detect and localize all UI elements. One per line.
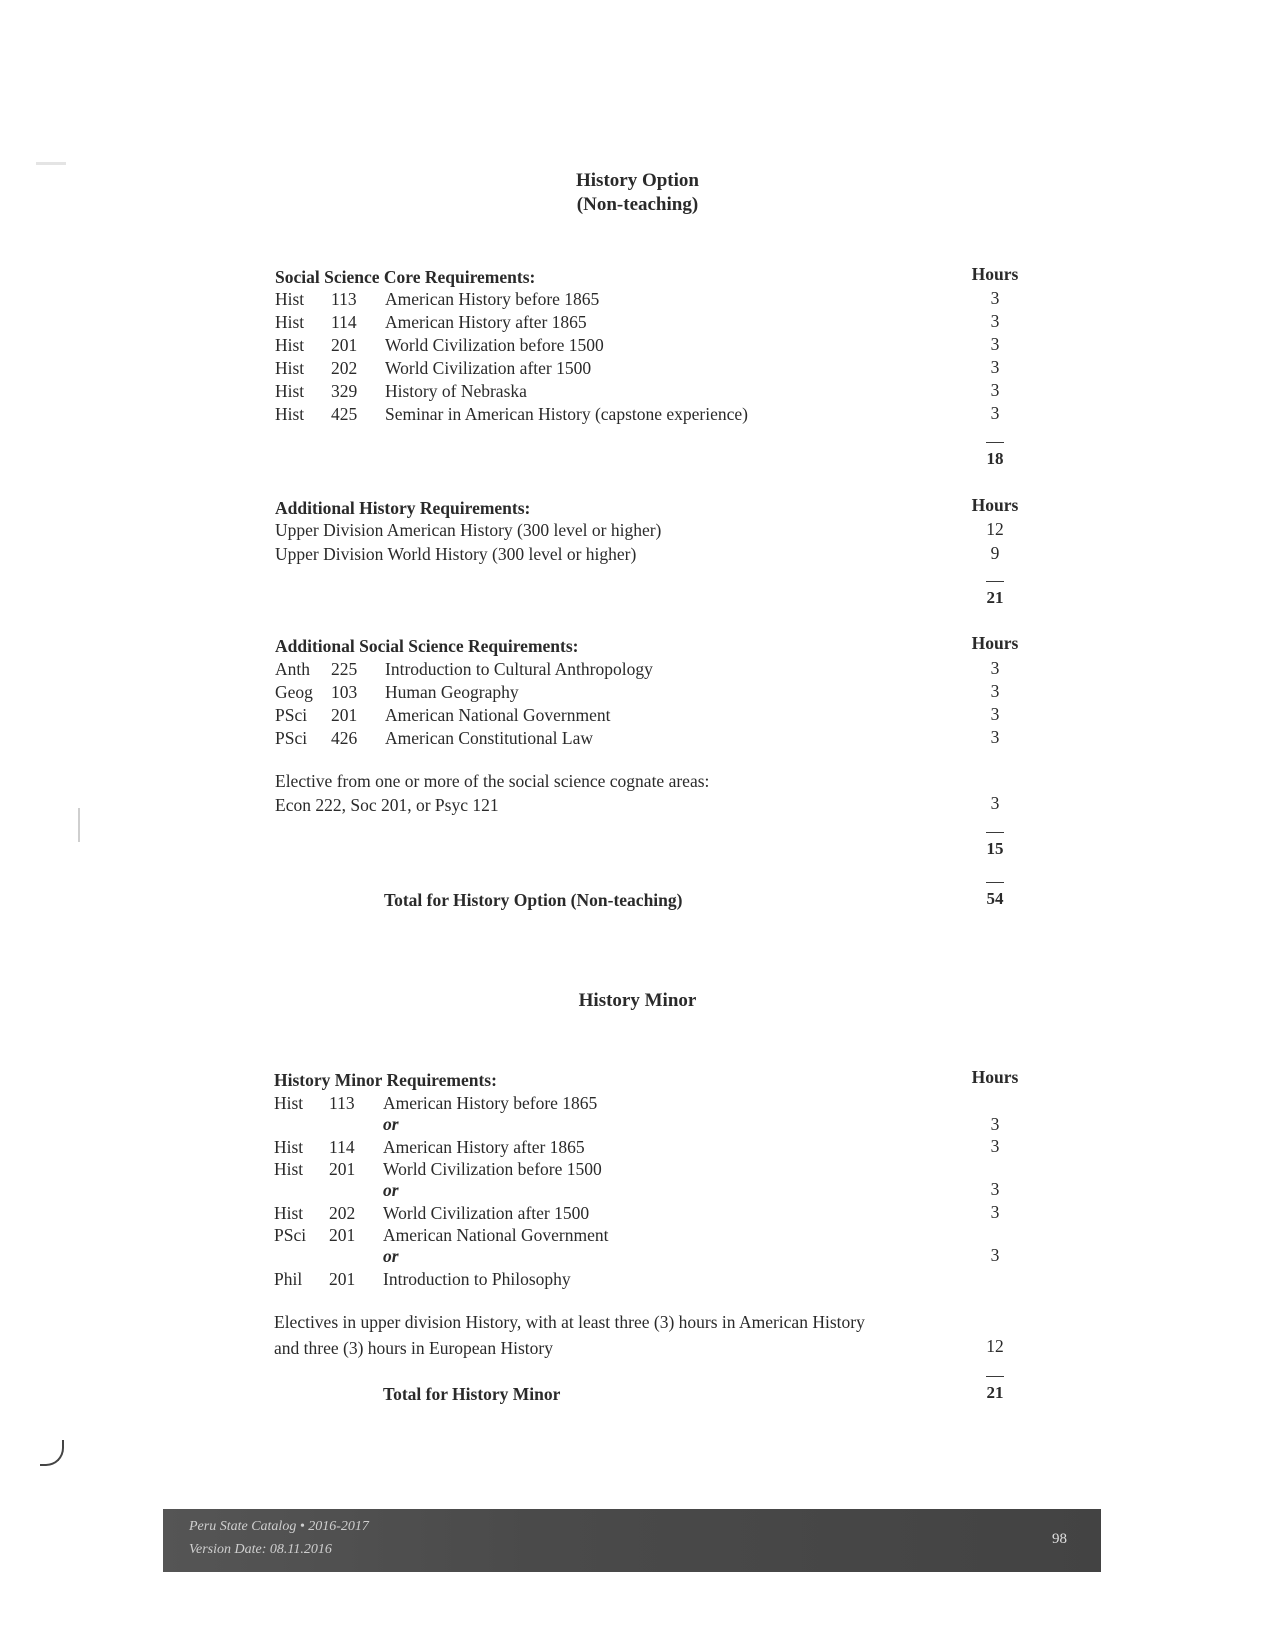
course-hours: 3 (990, 1114, 1000, 1134)
or-connector: or (383, 1246, 399, 1266)
course-hours: 3 (990, 357, 1000, 377)
or-connector: or (383, 1180, 399, 1200)
minor-title: History Minor (578, 990, 697, 1011)
additional-social-heading: Additional Social Science Requirements: (275, 636, 579, 656)
elective-line-2: Econ 222, Soc 201, or Psyc 121 (275, 795, 499, 815)
requirement-text: Upper Division American History (300 level or higher) (275, 520, 662, 540)
course-number: 201 (329, 1159, 356, 1179)
course-dept: Anth (275, 659, 310, 679)
course-dept: Hist (274, 1159, 304, 1179)
additional-social-hours-label: Hours (971, 633, 1019, 653)
course-dept: Hist (275, 312, 305, 332)
course-number: 202 (331, 358, 358, 378)
course-number: 114 (329, 1137, 355, 1157)
course-dept: Hist (275, 381, 305, 401)
course-dept: PSci (275, 705, 308, 725)
course-title: World Civilization before 1500 (385, 335, 604, 355)
course-hours: 3 (990, 704, 1000, 724)
option-title: History Option (576, 170, 699, 191)
footer-version-date: Version Date: 08.11.2016 (189, 1542, 332, 1557)
course-title: American Constitutional Law (385, 728, 594, 748)
or-connector: or (383, 1114, 399, 1134)
requirement-hours: 12 (986, 519, 1004, 539)
page-footer (163, 1509, 1101, 1572)
course-dept: Hist (275, 404, 305, 424)
course-number: 114 (331, 312, 357, 332)
scan-edge-mark (40, 1440, 64, 1466)
course-title: World Civilization before 1500 (383, 1159, 602, 1179)
elective-line-1: Elective from one or more of the social science cognate areas: (275, 771, 710, 791)
scan-edge-mark (36, 162, 66, 165)
course-hours: 3 (990, 334, 1000, 354)
course-title: American History before 1865 (383, 1093, 598, 1113)
course-hours: 3 (990, 681, 1000, 701)
additional-history-hours-label: Hours (971, 495, 1019, 515)
course-number: 201 (331, 335, 358, 355)
requirement-hours: 9 (990, 543, 1000, 563)
course-number: 426 (331, 728, 358, 748)
course-number: 425 (331, 404, 358, 424)
course-title: Introduction to Philosophy (383, 1269, 571, 1289)
course-hours: 3 (990, 311, 1000, 331)
course-hours: 3 (990, 1202, 1000, 1222)
option-grand-total-label: Total for History Option (Non-teaching) (384, 890, 683, 910)
minor-hours-label: Hours (971, 1067, 1019, 1087)
course-dept: Hist (274, 1093, 304, 1113)
course-title: History of Nebraska (385, 381, 527, 401)
course-hours: 3 (990, 658, 1000, 678)
additional-history-total: 21 (965, 588, 1025, 608)
minor-electives-hours: 12 (986, 1336, 1004, 1356)
course-number: 201 (331, 705, 358, 725)
course-dept: PSci (275, 728, 308, 748)
course-number: 113 (329, 1093, 355, 1113)
course-hours: 3 (990, 288, 1000, 308)
course-dept: Phil (274, 1269, 303, 1289)
course-dept: Hist (275, 335, 305, 355)
additional-social-total: 15 (965, 839, 1025, 859)
course-number: 201 (329, 1269, 356, 1289)
scan-edge-mark (78, 808, 80, 842)
course-title: Seminar in American History (capstone experience) (385, 404, 748, 424)
page-number: 98 (1052, 1531, 1067, 1547)
course-number: 103 (331, 682, 358, 702)
course-hours: 3 (990, 1179, 1000, 1199)
minor-electives-line-1: Electives in upper division History, with at least three (3) hours in American History (274, 1312, 865, 1332)
course-dept: Hist (275, 289, 305, 309)
course-dept: Geog (275, 682, 313, 702)
course-dept: Hist (274, 1203, 304, 1223)
core-total: 18 (965, 449, 1025, 469)
course-number: 201 (329, 1225, 356, 1245)
requirement-text: Upper Division World History (300 level or higher) (275, 544, 637, 564)
minor-total: 21 (965, 1383, 1025, 1403)
course-number: 329 (331, 381, 358, 401)
course-title: American History after 1865 (385, 312, 587, 332)
course-title: Introduction to Cultural Anthropology (385, 659, 653, 679)
footer-catalog: Peru State Catalog • 2016-2017 (189, 1519, 369, 1534)
course-dept: Hist (275, 358, 305, 378)
course-dept: Hist (274, 1137, 304, 1157)
elective-hours: 3 (990, 793, 1000, 813)
option-subtitle: (Non-teaching) (576, 194, 699, 215)
course-hours: 3 (990, 403, 1000, 423)
additional-history-heading: Additional History Requirements: (275, 498, 531, 518)
minor-total-label: Total for History Minor (383, 1384, 561, 1404)
course-number: 113 (331, 289, 357, 309)
course-number: 225 (331, 659, 358, 679)
course-hours: 3 (990, 1245, 1000, 1265)
course-dept: PSci (274, 1225, 307, 1245)
minor-electives-line-2: and three (3) hours in European History (274, 1338, 553, 1358)
course-hours: 3 (990, 727, 1000, 747)
course-title: World Civilization after 1500 (383, 1203, 590, 1223)
course-title: American National Government (385, 705, 611, 725)
course-hours: 3 (990, 1136, 1000, 1156)
course-title: American National Government (383, 1225, 609, 1245)
core-heading: Social Science Core Requirements: (275, 267, 536, 287)
course-title: American History after 1865 (383, 1137, 585, 1157)
minor-heading: History Minor Requirements: (274, 1070, 497, 1090)
course-title: World Civilization after 1500 (385, 358, 592, 378)
option-grand-total: 54 (965, 889, 1025, 909)
course-hours: 3 (990, 380, 1000, 400)
course-number: 202 (329, 1203, 356, 1223)
core-hours-label: Hours (971, 264, 1019, 284)
course-title: Human Geography (385, 682, 519, 702)
course-title: American History before 1865 (385, 289, 600, 309)
